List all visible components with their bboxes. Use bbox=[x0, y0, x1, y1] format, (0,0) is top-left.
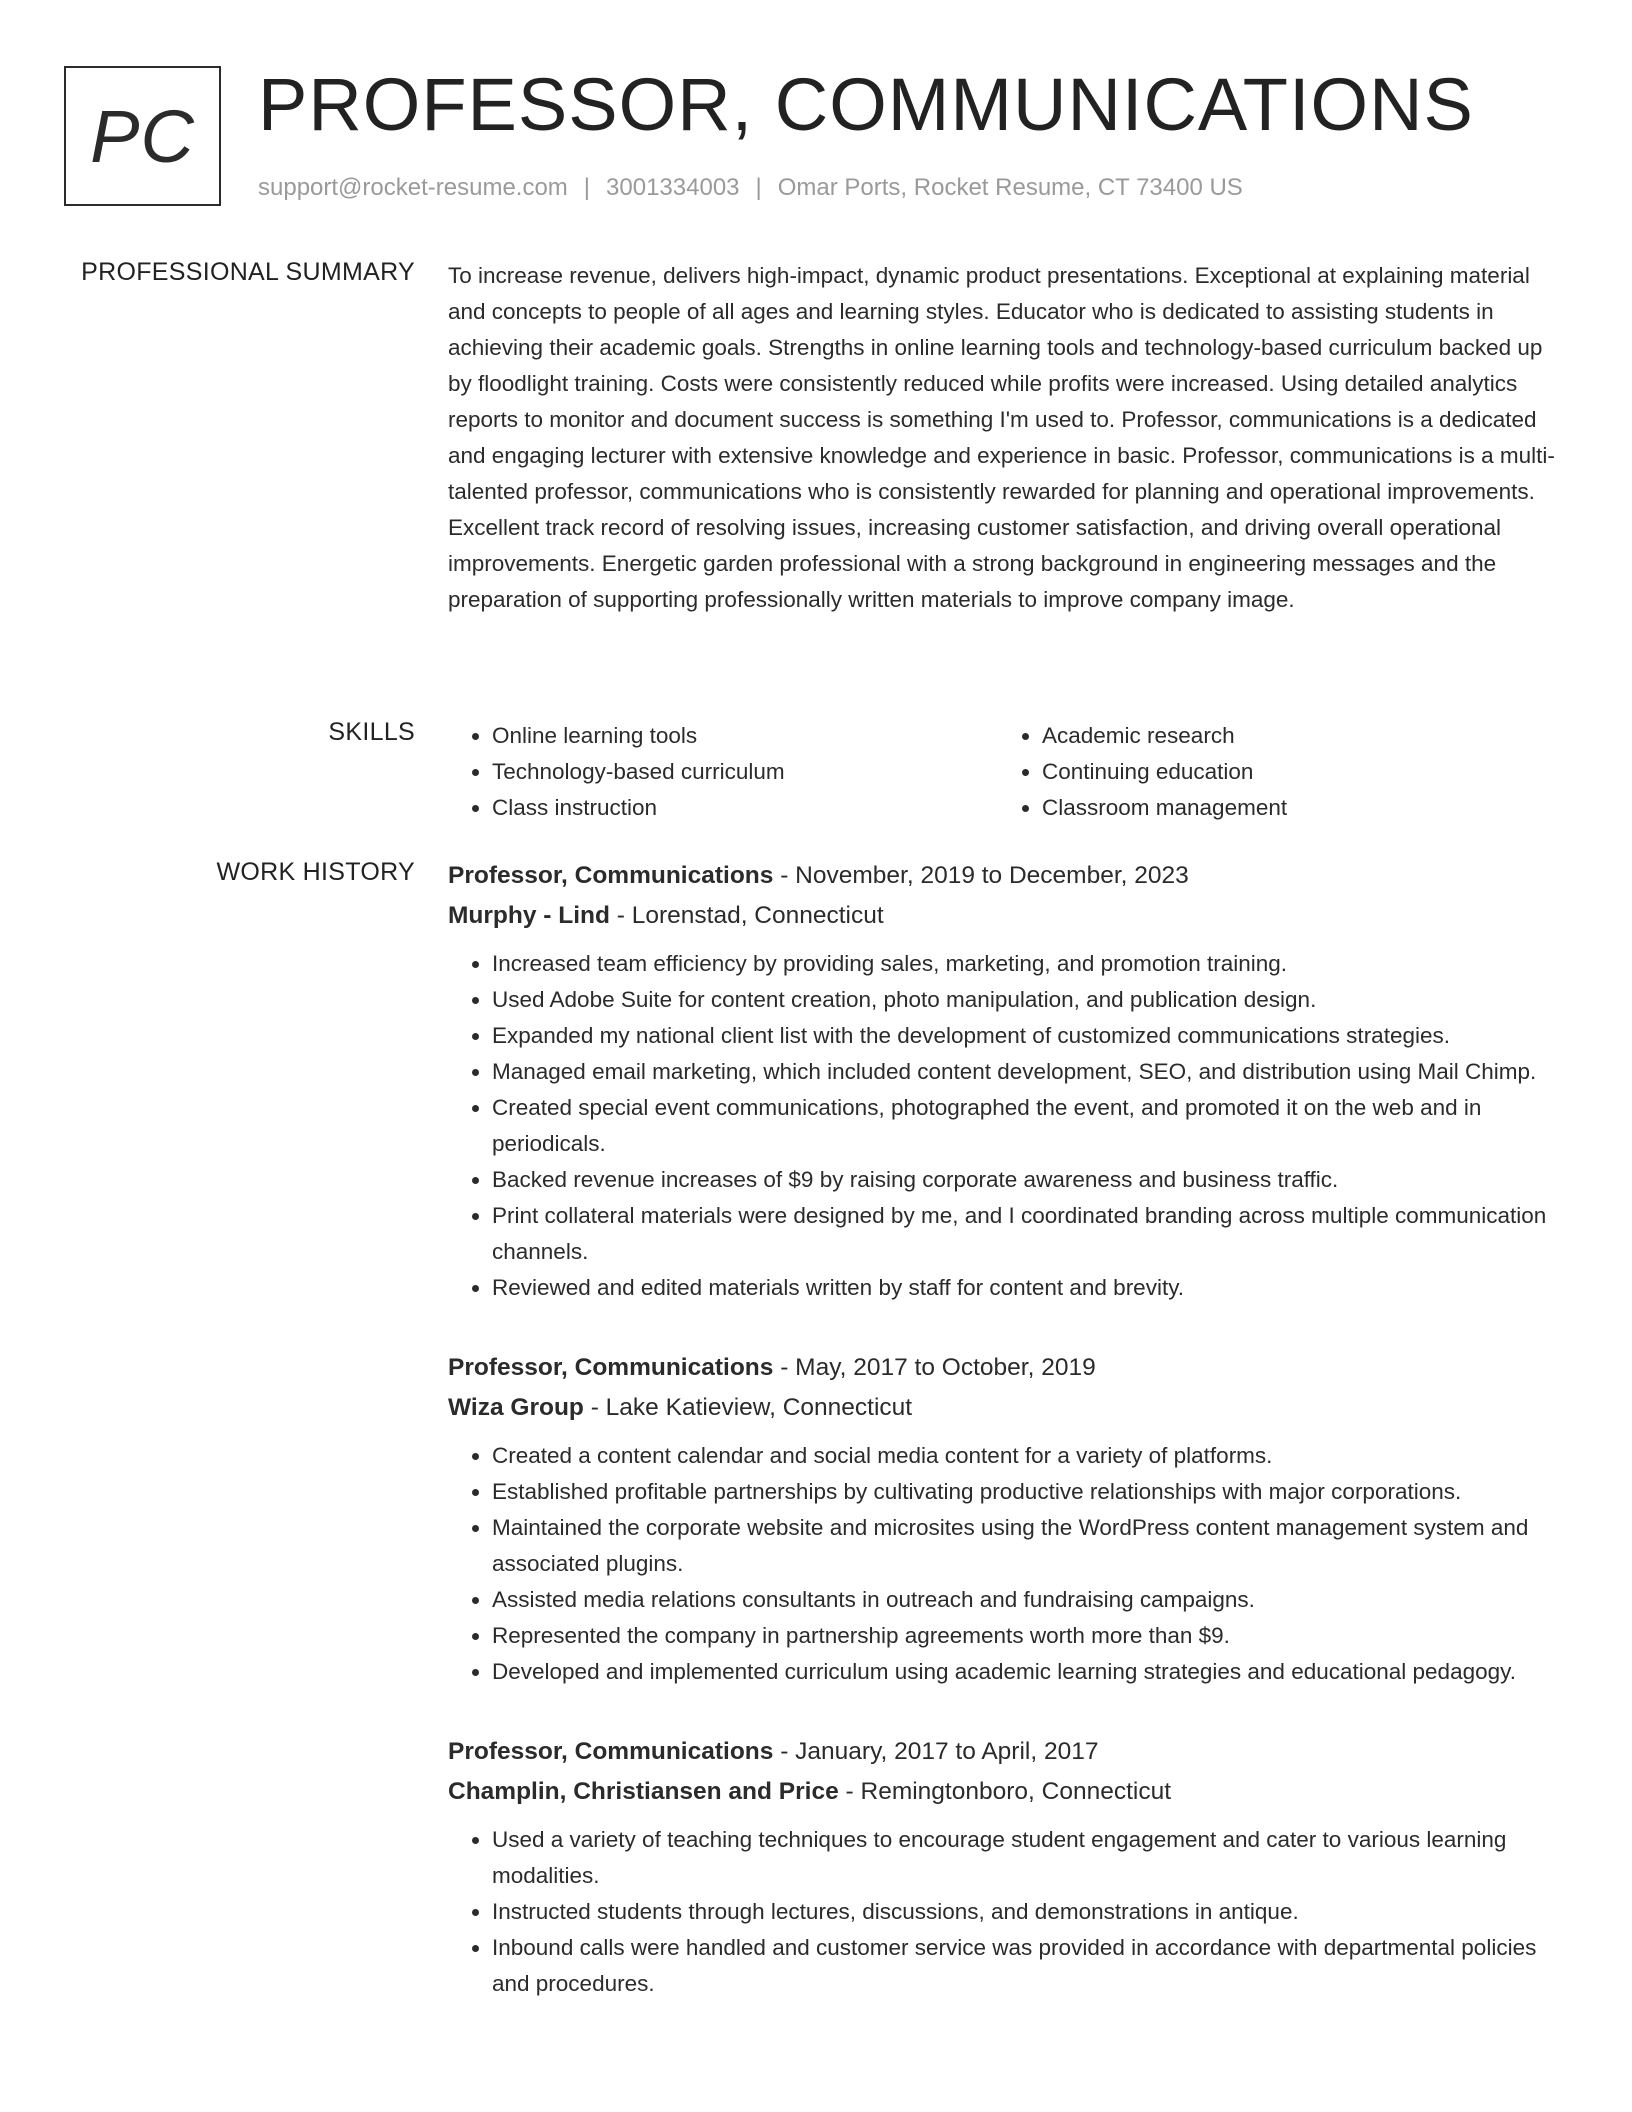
job-title-line bbox=[448, 856, 1568, 896]
job-company: Champlin, Christiansen and Price bbox=[448, 1778, 839, 1805]
job-bullet: • Created special event communications, photographed the event, and promoted it on the web and in periodicals. bbox=[492, 1090, 1568, 1162]
job-entry bbox=[448, 1732, 1568, 2002]
skill-item: • Online learning tools bbox=[492, 718, 998, 754]
job-dates: - November, 2019 to December, 2023 bbox=[773, 862, 1189, 889]
contact-separator: | bbox=[755, 174, 762, 201]
job-role: Professor, Communications bbox=[448, 1738, 774, 1765]
job-company-line bbox=[448, 896, 1568, 936]
job-company-line bbox=[448, 1772, 1568, 1812]
job-entry bbox=[448, 1348, 1568, 1690]
job-bullets bbox=[448, 1822, 1568, 2002]
job-bullet: • Created a content calendar and social media content for a variety of platforms. bbox=[492, 1438, 1568, 1474]
job-bullet: • Used a variety of teaching techniques to encourage student engagement and cater to various learning modalities. bbox=[492, 1822, 1568, 1894]
contact-phone: 3001334003 bbox=[606, 174, 740, 201]
skills-columns bbox=[448, 718, 1568, 826]
skill-item: • Academic research bbox=[1042, 718, 1548, 754]
job-bullet: • Represented the company in partnership agreements worth more than $9. bbox=[492, 1618, 1568, 1654]
summary-body bbox=[448, 258, 1568, 618]
job-role: Professor, Communications bbox=[448, 1354, 774, 1381]
skill-item: • Technology-based curriculum bbox=[492, 754, 998, 790]
job-bullet: • Increased team efficiency by providing sales, marketing, and promotion training. bbox=[492, 946, 1568, 982]
job-dates: - January, 2017 to April, 2017 bbox=[773, 1738, 1099, 1765]
resume-header bbox=[64, 63, 1564, 212]
job-bullet: • Expanded my national client list with the development of customized communications strategies. bbox=[492, 1018, 1568, 1054]
job-title-line bbox=[448, 1348, 1568, 1388]
skills-body bbox=[448, 718, 1568, 826]
job-location: - Lake Katieview, Connecticut bbox=[583, 1394, 913, 1421]
job-bullet: • Print collateral materials were designed by me, and I coordinated branding across multiple communication channels. bbox=[492, 1198, 1568, 1270]
work-history-body bbox=[448, 856, 1568, 2044]
contact-separator: | bbox=[583, 174, 591, 201]
skill-item: • Classroom management bbox=[1042, 790, 1548, 826]
job-company-line bbox=[448, 1388, 1568, 1428]
job-bullet: • Reviewed and edited materials written by staff for content and brevity. bbox=[492, 1270, 1568, 1306]
job-role: Professor, Communications bbox=[448, 862, 774, 889]
job-bullet: • Managed email marketing, which included content development, SEO, and distribution using Mail Chimp. bbox=[492, 1054, 1568, 1090]
work-history-heading: WORK HISTORY bbox=[216, 858, 415, 886]
job-bullet: • Instructed students through lectures, discussions, and demonstrations in antique. bbox=[492, 1894, 1568, 1930]
monogram-box bbox=[64, 66, 221, 206]
job-company: Murphy - Lind bbox=[448, 902, 610, 929]
job-location: - Lorenstad, Connecticut bbox=[609, 902, 884, 929]
job-dates: - May, 2017 to October, 2019 bbox=[773, 1354, 1096, 1381]
job-bullet: • Developed and implemented curriculum using academic learning strategies and educational pedagogy. bbox=[492, 1654, 1568, 1690]
job-bullet: • Inbound calls were handled and customer service was provided in accordance with departmental policies and procedures. bbox=[492, 1930, 1568, 2002]
summary-text: To increase revenue, delivers high-impact, dynamic product presentations. Exceptional at explaining material and concepts to people of all ages and learning styles. Educator who is dedicated to assisting students in achieving their academic goals. Strengths in online learning tools and technology-based curriculum backed up by floodlight training. Costs were consistently reduced while profits were increased. Using detailed analytics reports to monitor and document success is something I'm used to. Professor, communications is a dedicated and engaging lecturer with extensive knowledge and experience in basic. Professor, communications is a multi-talented professor, communications who is consistently rewarded for planning and operational improvements. Excellent track record of resolving issues, increasing customer satisfaction, and driving overall operational improvements. Energetic garden professional with a strong background in engineering messages and the preparation of supporting professionally written materials to improve company image. bbox=[448, 263, 1555, 612]
skill-item: • Class instruction bbox=[492, 790, 998, 826]
job-title-line bbox=[448, 1732, 1568, 1772]
job-entry bbox=[448, 856, 1568, 1306]
job-bullet: • Assisted media relations consultants in outreach and fundraising campaigns. bbox=[492, 1582, 1568, 1618]
summary-heading: PROFESSIONAL SUMMARY bbox=[81, 258, 415, 286]
job-bullet: • Maintained the corporate website and microsites using the WordPress content management system and associated plugins. bbox=[492, 1510, 1568, 1582]
job-bullet: • Used Adobe Suite for content creation, photo manipulation, and publication design. bbox=[492, 982, 1568, 1018]
job-bullet: • Backed revenue increases of $9 by raising corporate awareness and business traffic. bbox=[492, 1162, 1568, 1198]
job-bullet: • Established profitable partnerships by cultivating productive relationships with major corporations. bbox=[492, 1474, 1568, 1510]
skill-item: • Continuing education bbox=[1042, 754, 1548, 790]
job-company: Wiza Group bbox=[448, 1394, 584, 1421]
job-location: - Remingtonboro, Connecticut bbox=[838, 1778, 1172, 1805]
skills-list-left bbox=[448, 718, 998, 826]
candidate-name: PROFESSOR, COMMUNICATIONS bbox=[258, 63, 1474, 146]
contact-email: support@rocket-resume.com bbox=[258, 174, 568, 201]
job-bullets bbox=[448, 1438, 1568, 1690]
skills-heading: SKILLS bbox=[328, 718, 415, 746]
monogram-initials: PC bbox=[90, 94, 195, 178]
skills-list-right bbox=[998, 718, 1548, 826]
job-bullets bbox=[448, 946, 1568, 1306]
contact-line bbox=[258, 174, 1243, 202]
contact-address: Omar Ports, Rocket Resume, CT 73400 US bbox=[777, 174, 1243, 201]
